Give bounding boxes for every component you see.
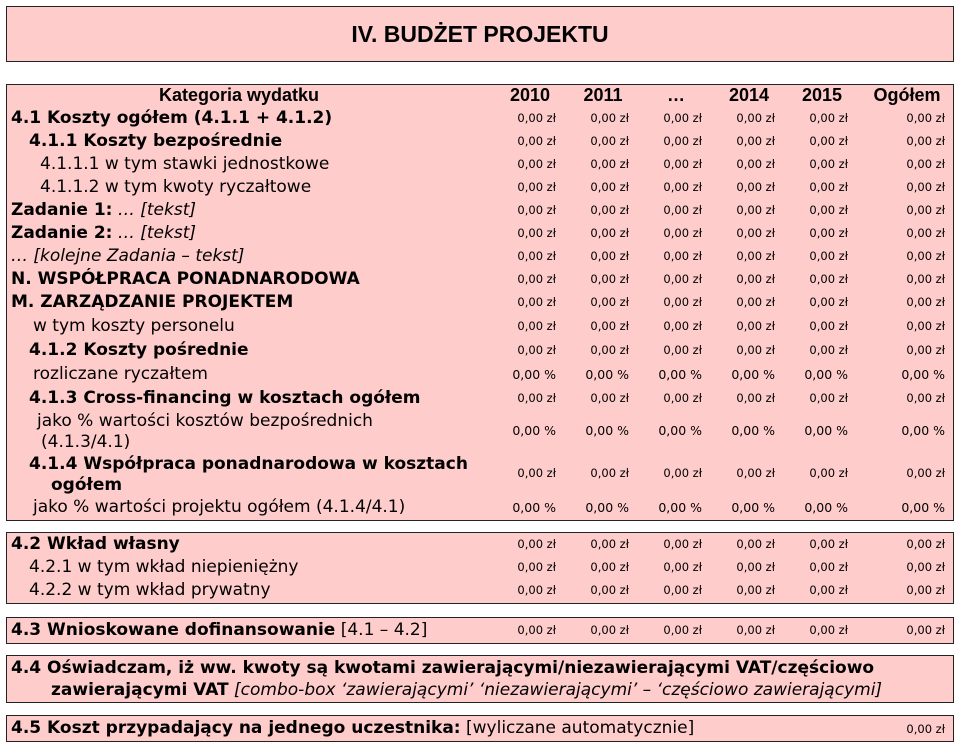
value-cell: 0,00 zł <box>809 157 848 171</box>
vat-declaration <box>6 655 954 703</box>
value-cell: 0,00 zł <box>736 272 775 286</box>
value-cell: 0,00 zł <box>809 466 848 480</box>
per-participant-label: 4.5 Koszt przypadający na jednego uczestnika: <box>11 718 461 738</box>
value-cell: 0,00 zł <box>736 466 775 480</box>
row-label: 4.1.4 Współpraca ponadnarodowa w kosztach <box>29 454 468 474</box>
value-cell: 0,00 zł <box>906 391 945 405</box>
page-title: IV. BUDŻET PROJEKTU <box>6 6 954 62</box>
value-cell: 0,00 zł <box>663 272 702 286</box>
value-cell: 0,00 zł <box>736 203 775 217</box>
value-cell: 0,00 zł <box>906 272 945 286</box>
row-label: w tym koszty personelu <box>33 316 235 336</box>
cost-per-participant-row <box>6 715 954 742</box>
value-cell: 0,00 zł <box>590 466 629 480</box>
value-cell: 0,00 zł <box>906 180 945 194</box>
task-label: Zadanie 2: <box>11 223 113 243</box>
value-cell: 0,00 zł <box>736 157 775 171</box>
value-cell: 0,00 zł <box>809 537 848 551</box>
col-header-2015: 2015 <box>801 85 843 105</box>
value-cell: 0,00 zł <box>663 560 702 574</box>
value-cell: 0,00 % <box>731 367 775 382</box>
value-cell: 0,00 zł <box>736 134 775 148</box>
value-cell: 0,00 zł <box>590 391 629 405</box>
value-cell: 0,00 zł <box>517 560 556 574</box>
value-cell: 0,00 % <box>731 500 775 515</box>
budget-table <box>6 84 954 521</box>
value-cell: 0,00 zł <box>906 249 945 263</box>
value-cell: 0,00 zł <box>906 537 945 551</box>
value-cell: 0,00 zł <box>663 226 702 240</box>
value-cell: 0,00 zł <box>663 391 702 405</box>
row-label: 4.2.1 w tym wkład niepieniężny <box>29 557 299 577</box>
value-cell: 0,00 zł <box>517 391 556 405</box>
row-label: jako % wartości kosztów bezpośrednich <box>37 411 373 431</box>
value-cell: 0,00 % <box>512 367 556 382</box>
task-text: … [tekst] <box>117 223 197 243</box>
value-cell: 0,00 zł <box>663 180 702 194</box>
value-cell: 0,00 zł <box>663 319 702 333</box>
value-cell: 0,00 zł <box>809 343 848 357</box>
value-cell: 0,00 zł <box>517 249 556 263</box>
value-cell: 0,00 zł <box>809 623 848 637</box>
value-cell: 0,00 % <box>658 500 702 515</box>
requested-formula: [4.1 – 4.2] <box>340 620 428 640</box>
value-cell: 0,00 zł <box>590 537 629 551</box>
value-cell: 0,00 zł <box>663 295 702 309</box>
value-cell: 0,00 zł <box>590 157 629 171</box>
value-cell: 0,00 zł <box>809 111 848 125</box>
value-cell: 0,00 % <box>585 423 629 438</box>
value-cell: 0,00 zł <box>590 583 629 597</box>
value-cell: 0,00 % <box>512 500 556 515</box>
value-cell: 0,00 zł <box>809 180 848 194</box>
row-label: 4.1.1.2 w tym kwoty ryczałtowe <box>40 177 312 197</box>
value-cell: 0,00 % <box>512 423 556 438</box>
declaration-line-2: zawierającymi VAT <box>51 680 229 700</box>
value-cell: 0,00 zł <box>590 560 629 574</box>
value-cell: 0,00 zł <box>809 203 848 217</box>
value-cell: 0,00 % <box>804 500 848 515</box>
value-cell: 0,00 zł <box>736 623 775 637</box>
value-cell: 0,00 zł <box>809 272 848 286</box>
row-label: 4.2.2 w tym wkład prywatny <box>29 580 271 600</box>
value-cell: 0,00 zł <box>809 583 848 597</box>
value-cell: 0,00 zł <box>736 295 775 309</box>
task-label: Zadanie 1: <box>11 200 113 220</box>
value-cell: 0,00 zł <box>517 583 556 597</box>
value-cell: 0,00 zł <box>590 623 629 637</box>
value-cell: 0,00 zł <box>906 157 945 171</box>
value-cell: 0,00 zł <box>590 272 629 286</box>
row-label: … [kolejne Zadania – tekst] <box>11 246 245 266</box>
value-cell: 0,00 zł <box>663 343 702 357</box>
value-cell: 0,00 zł <box>736 226 775 240</box>
value-cell: 0,00 zł <box>663 466 702 480</box>
value-cell: 0,00 zł <box>736 249 775 263</box>
value-cell: 0,00 zł <box>590 249 629 263</box>
value-cell: 0,00 zł <box>590 180 629 194</box>
value-cell: 0,00 zł <box>517 203 556 217</box>
value-cell: 0,00 zł <box>906 583 945 597</box>
value-cell: 0,00 zł <box>809 391 848 405</box>
value-cell: 0,00 % <box>731 423 775 438</box>
row-label-cont: ogółem <box>51 475 123 495</box>
value-cell: 0,00 zł <box>809 319 848 333</box>
task-text: … [tekst] <box>117 200 197 220</box>
vat-combo-box[interactable]: [combo-box ‘zawierającymi’ ‘niezawierającymi’ – ‘częściowo zawierającymi] <box>234 680 883 700</box>
value-cell: 0,00 zł <box>906 623 945 637</box>
row-label: 4.1 Koszty ogółem (4.1.1 + 4.1.2) <box>11 108 333 128</box>
value-cell: 0,00 zł <box>906 560 945 574</box>
value-cell: 0,00 zł <box>906 343 945 357</box>
value-cell: 0,00 zł <box>517 180 556 194</box>
category-header: Kategoria wydatku <box>159 85 320 105</box>
col-header-2010: 2010 <box>509 85 551 105</box>
value-cell: 0,00 zł <box>590 203 629 217</box>
value-cell: 0,00 zł <box>590 319 629 333</box>
value-cell: 0,00 % <box>804 367 848 382</box>
declaration-line-1: 4.4 Oświadczam, iż ww. kwoty są kwotami zawierającymi/niezawierającymi VAT/częściowo <box>11 658 875 678</box>
value-cell: 0,00 zł <box>809 226 848 240</box>
own-contribution-table <box>6 532 954 604</box>
row-label: N. WSPÓŁPRACA PONADNARODOWA <box>11 269 360 289</box>
col-header-2011: 2011 <box>583 85 623 105</box>
value-cell: 0,00 zł <box>517 343 556 357</box>
value-cell: 0,00 zł <box>809 249 848 263</box>
value-cell: 0,00 zł <box>736 537 775 551</box>
row-label: M. ZARZĄDZANIE PROJEKTEM <box>11 292 294 312</box>
value-cell: 0,00 zł <box>517 466 556 480</box>
value-cell: 0,00 zł <box>663 134 702 148</box>
value-cell: 0,00 % <box>585 500 629 515</box>
value-cell: 0,00 zł <box>906 466 945 480</box>
per-participant-note: [wyliczane automatycznie] <box>466 718 695 738</box>
value-cell: 0,00 zł <box>906 295 945 309</box>
value-cell: 0,00 zł <box>906 319 945 333</box>
requested-label: 4.3 Wnioskowane dofinansowanie <box>11 620 336 640</box>
value-cell: 0,00 zł <box>736 180 775 194</box>
value-cell: 0,00 zł <box>517 134 556 148</box>
value-cell: 0,00 zł <box>517 537 556 551</box>
value-cell: 0,00 zł <box>663 623 702 637</box>
value-cell: 0,00 zł <box>517 226 556 240</box>
table-header <box>7 85 953 107</box>
value-cell: 0,00 zł <box>590 295 629 309</box>
col-header-ellipsis: … <box>667 85 685 105</box>
value-cell: 0,00 zł <box>736 560 775 574</box>
row-label: 4.2 Wkład własny <box>11 534 180 554</box>
value-cell: 0,00 % <box>658 423 702 438</box>
value-cell: 0,00 zł <box>906 111 945 125</box>
per-participant-value: 0,00 zł <box>906 722 945 736</box>
row-label: 4.1.2 Koszty pośrednie <box>29 340 249 360</box>
value-cell: 0,00 % <box>901 500 945 515</box>
value-cell: 0,00 zł <box>590 343 629 357</box>
value-cell: 0,00 zł <box>590 226 629 240</box>
value-cell: 0,00 zł <box>663 583 702 597</box>
value-cell: 0,00 zł <box>809 560 848 574</box>
col-header-total: Ogółem <box>873 85 941 105</box>
value-cell: 0,00 zł <box>906 203 945 217</box>
value-cell: 0,00 zł <box>517 272 556 286</box>
row-label: jako % wartości projektu ogółem (4.1.4/4.1) <box>33 497 406 517</box>
value-cell: 0,00 zł <box>736 583 775 597</box>
row-label-cont: (4.1.3/4.1) <box>41 432 131 452</box>
value-cell: 0,00 zł <box>517 623 556 637</box>
value-cell: 0,00 zł <box>736 319 775 333</box>
value-cell: 0,00 % <box>804 423 848 438</box>
value-cell: 0,00 zł <box>663 111 702 125</box>
row-label: 4.1.1.1 w tym stawki jednostkowe <box>40 154 330 174</box>
value-cell: 0,00 zł <box>906 134 945 148</box>
value-cell: 0,00 zł <box>517 295 556 309</box>
row-label: rozliczane ryczałtem <box>33 364 208 384</box>
value-cell: 0,00 zł <box>809 134 848 148</box>
requested-funding-row <box>6 617 954 644</box>
value-cell: 0,00 % <box>901 367 945 382</box>
col-header-2014: 2014 <box>728 85 770 105</box>
value-cell: 0,00 zł <box>663 249 702 263</box>
value-cell: 0,00 zł <box>736 391 775 405</box>
value-cell: 0,00 zł <box>663 537 702 551</box>
row-label: 4.1.3 Cross-financing w kosztach ogółem <box>29 388 421 408</box>
value-cell: 0,00 % <box>901 423 945 438</box>
value-cell: 0,00 zł <box>517 157 556 171</box>
value-cell: 0,00 zł <box>590 134 629 148</box>
value-cell: 0,00 % <box>585 367 629 382</box>
row-label: 4.1.1 Koszty bezpośrednie <box>29 131 283 151</box>
value-cell: 0,00 zł <box>590 111 629 125</box>
value-cell: 0,00 zł <box>736 111 775 125</box>
value-cell: 0,00 zł <box>736 343 775 357</box>
value-cell: 0,00 zł <box>517 319 556 333</box>
value-cell: 0,00 zł <box>517 111 556 125</box>
value-cell: 0,00 % <box>658 367 702 382</box>
value-cell: 0,00 zł <box>663 157 702 171</box>
value-cell: 0,00 zł <box>906 226 945 240</box>
value-cell: 0,00 zł <box>663 203 702 217</box>
value-cell: 0,00 zł <box>809 295 848 309</box>
